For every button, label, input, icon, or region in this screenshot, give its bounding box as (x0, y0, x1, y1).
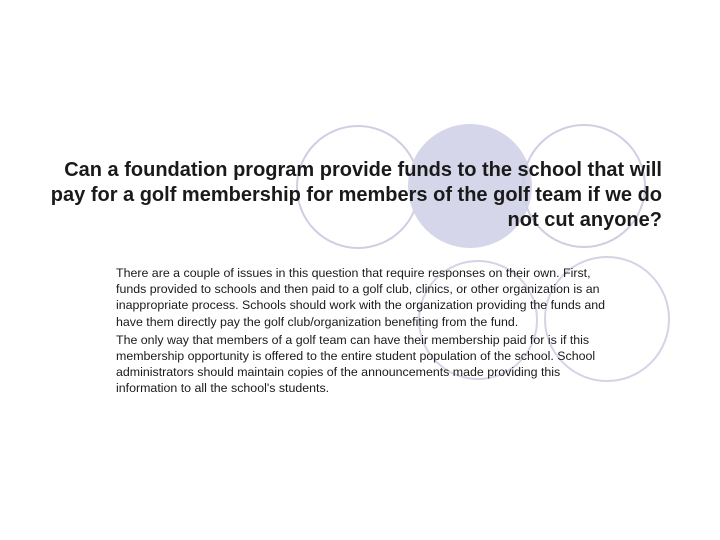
slide-title: Can a foundation program provide funds to the school that will pay for a golf membership for members of the golf team if we do not cut anyone? (50, 159, 662, 231)
slide-body (116, 265, 606, 399)
body-paragraph-1: There are a couple of issues in this question that require responses on their own. First, funds provided to schools and then paid to a golf club, clinics, or other organization is an inappropriate process. Schools should work with the organization providing the funds and have them directly pay the golf club/organization benefiting from the fund. (116, 266, 606, 329)
body-paragraph-2: The only way that members of a golf team can have their membership paid for is if this membership opportunity is offered to the entire student population of the school. School administrators should maintain copies of the announcements made providing this information to all the school's students. (116, 332, 596, 396)
